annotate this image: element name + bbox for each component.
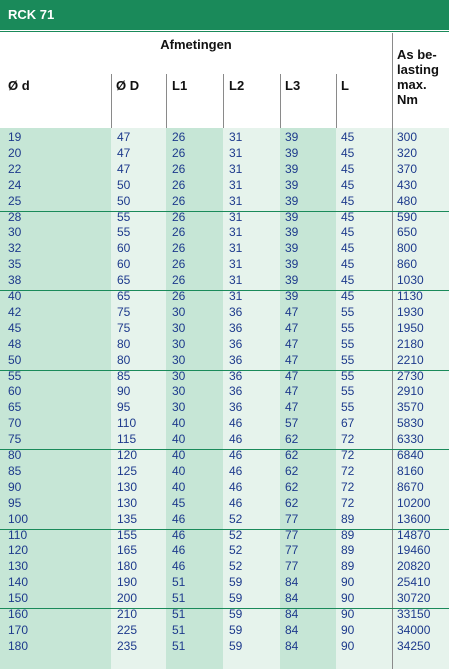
table-cell: 39 <box>285 177 299 192</box>
table-cell: 8670 <box>397 479 424 494</box>
table-cell: 95 <box>8 495 22 510</box>
table-cell: 47 <box>285 336 299 351</box>
table-cell: 31 <box>229 257 243 272</box>
table-cell: 65 <box>117 273 131 288</box>
table-cell: 30 <box>172 336 186 351</box>
as-header-line: Nm <box>397 92 418 107</box>
table-cell: 51 <box>172 638 186 653</box>
table-cell: 75 <box>8 432 22 447</box>
table-cell: 40 <box>172 463 186 478</box>
table-cell: 46 <box>229 416 243 431</box>
column-divider <box>166 74 167 128</box>
table-cell: 6840 <box>397 448 424 462</box>
table-cell: 47 <box>285 384 299 399</box>
table-cell: 26 <box>172 241 186 256</box>
table-cell: 90 <box>341 607 355 621</box>
table-cell: 33150 <box>397 607 431 621</box>
table-cell: 46 <box>172 559 186 574</box>
table-cell: 36 <box>229 400 243 415</box>
as-header-line: max. <box>397 77 427 92</box>
table-cell: 430 <box>397 177 418 192</box>
row-group-separator <box>0 449 449 450</box>
table-cell: 89 <box>341 543 355 558</box>
table-cell: 35 <box>8 257 22 272</box>
table-cell: 38 <box>8 273 22 288</box>
table-cell: 46 <box>229 432 243 447</box>
table-cell: 45 <box>341 193 355 208</box>
table-cell: 36 <box>229 384 243 399</box>
table-cell: 62 <box>285 479 299 494</box>
table-cell: 89 <box>341 527 355 542</box>
table-cell: 130 <box>117 479 138 494</box>
table-cell: 170 <box>8 622 29 637</box>
table-cell: 46 <box>229 495 243 510</box>
table-cell: 31 <box>229 161 243 176</box>
table-cell: 47 <box>285 320 299 335</box>
table-cell: 65 <box>8 400 22 415</box>
col-header-d: Ø d <box>8 78 30 93</box>
table-cell: 19460 <box>397 543 431 558</box>
table-cell: 50 <box>117 193 131 208</box>
group-header-afmetingen: Afmetingen <box>160 37 232 52</box>
table-cell: 860 <box>397 257 418 272</box>
table-cell: 590 <box>397 209 418 224</box>
col-header-L: L <box>341 78 349 93</box>
table-cell: 45 <box>341 273 355 288</box>
table-cell: 45 <box>341 145 355 160</box>
table-cell: 36 <box>229 336 243 351</box>
table-cell: 40 <box>172 479 186 494</box>
table-cell: 55 <box>341 352 355 367</box>
table-cell: 72 <box>341 432 355 447</box>
table-cell: 45 <box>341 209 355 224</box>
table-cell: 30 <box>172 384 186 399</box>
table-cell: 75 <box>117 304 131 319</box>
row-group-separator <box>0 290 449 291</box>
table-cell: 26 <box>172 289 186 303</box>
table-cell: 30 <box>172 320 186 335</box>
table-cell: 480 <box>397 193 418 208</box>
col-header-L1: L1 <box>172 78 188 93</box>
col-header-L3: L3 <box>285 78 301 93</box>
table-cell: 45 <box>341 241 355 256</box>
table-cell: 48 <box>8 336 22 351</box>
table-title: RCK 71 <box>0 0 449 30</box>
table-cell: 62 <box>285 495 299 510</box>
table-cell: 2730 <box>397 368 424 383</box>
table-cell: 31 <box>229 273 243 288</box>
table-cell: 32 <box>8 241 22 256</box>
table-cell: 52 <box>229 511 243 526</box>
as-header-line: lasting <box>397 62 439 77</box>
table-cell: 52 <box>229 527 243 542</box>
table-cell: 55 <box>8 368 22 383</box>
table-cell: 135 <box>117 511 138 526</box>
column-divider <box>111 74 112 128</box>
table-cell: 160 <box>8 607 29 621</box>
table-cell: 95 <box>117 400 131 415</box>
table-cell: 90 <box>117 384 131 399</box>
table-cell: 40 <box>172 416 186 431</box>
row-group-separator <box>0 529 449 530</box>
table-cell: 130 <box>8 559 29 574</box>
table-cell: 55 <box>341 320 355 335</box>
table-cell: 90 <box>8 479 22 494</box>
table-cell: 165 <box>117 543 138 558</box>
table-cell: 62 <box>285 432 299 447</box>
table-cell: 10200 <box>397 495 431 510</box>
table-cell: 45 <box>172 495 186 510</box>
table-cell: 45 <box>341 225 355 240</box>
row-group-separator <box>0 370 449 371</box>
table-cell: 2910 <box>397 384 424 399</box>
col-header-D: Ø D <box>116 78 140 93</box>
table-cell: 150 <box>8 591 29 606</box>
table-cell: 55 <box>341 368 355 383</box>
table-cell: 45 <box>341 289 355 303</box>
table-cell: 47 <box>285 352 299 367</box>
table-cell: 140 <box>8 575 29 590</box>
table-cell: 51 <box>172 591 186 606</box>
table-cell: 72 <box>341 495 355 510</box>
table-cell: 20 <box>8 145 22 160</box>
table-cell: 26 <box>172 209 186 224</box>
table-cell: 45 <box>8 320 22 335</box>
table-cell: 30 <box>172 304 186 319</box>
table-cell: 1950 <box>397 320 424 335</box>
table-cell: 39 <box>285 193 299 208</box>
column-divider <box>223 74 224 128</box>
table-cell: 39 <box>285 273 299 288</box>
table-cell: 26 <box>172 130 186 144</box>
table-cell: 77 <box>285 527 299 542</box>
table-cell: 8160 <box>397 463 424 478</box>
table-cell: 51 <box>172 607 186 621</box>
column-divider <box>392 33 393 669</box>
table-cell: 57 <box>285 416 299 431</box>
table-cell: 190 <box>117 575 138 590</box>
table-cell: 84 <box>285 575 299 590</box>
table-cell: 130 <box>117 495 138 510</box>
table-cell: 39 <box>285 241 299 256</box>
table-cell: 55 <box>341 336 355 351</box>
table-cell: 30 <box>172 400 186 415</box>
table-cell: 13600 <box>397 511 431 526</box>
table-cell: 59 <box>229 575 243 590</box>
table-cell: 31 <box>229 177 243 192</box>
table-cell: 26 <box>172 225 186 240</box>
table-cell: 180 <box>117 559 138 574</box>
table-cell: 55 <box>341 400 355 415</box>
table-cell: 47 <box>117 130 131 144</box>
table-cell: 30 <box>172 368 186 383</box>
column-divider <box>336 74 337 128</box>
table-cell: 84 <box>285 622 299 637</box>
table-cell: 59 <box>229 638 243 653</box>
table-cell: 26 <box>172 257 186 272</box>
table-cell: 115 <box>117 432 137 447</box>
table-cell: 39 <box>285 225 299 240</box>
table-cell: 47 <box>285 400 299 415</box>
table-cell: 46 <box>172 543 186 558</box>
col-header-as-belasting <box>397 47 449 107</box>
table-cell: 52 <box>229 543 243 558</box>
table-cell: 46 <box>172 511 186 526</box>
table-cell: 46 <box>229 448 243 462</box>
table-cell: 36 <box>229 352 243 367</box>
table-cell: 100 <box>8 511 29 526</box>
table-cell: 5830 <box>397 416 424 431</box>
table-cell: 50 <box>8 352 22 367</box>
table-cell: 34250 <box>397 638 431 653</box>
table-cell: 62 <box>285 448 299 462</box>
table-cell: 77 <box>285 511 299 526</box>
table-cell: 31 <box>229 130 243 144</box>
table-cell: 80 <box>8 448 22 462</box>
table-cell: 24 <box>8 177 22 192</box>
table-cell: 70 <box>8 416 22 431</box>
table-cell: 90 <box>341 575 355 590</box>
table-cell: 36 <box>229 320 243 335</box>
table-cell: 46 <box>229 479 243 494</box>
table-cell: 39 <box>285 161 299 176</box>
table-cell: 30720 <box>397 591 431 606</box>
table-cell: 90 <box>341 622 355 637</box>
table-header <box>0 31 449 127</box>
table-cell: 31 <box>229 145 243 160</box>
table-cell: 89 <box>341 559 355 574</box>
table-cell: 84 <box>285 591 299 606</box>
table-cell: 72 <box>341 463 355 478</box>
table-cell: 31 <box>229 193 243 208</box>
col-header-L2: L2 <box>229 78 245 93</box>
table-cell: 84 <box>285 607 299 621</box>
table-cell: 50 <box>117 177 131 192</box>
table-cell: 55 <box>341 304 355 319</box>
table-cell: 155 <box>117 527 138 542</box>
table-cell: 235 <box>117 638 138 653</box>
table-cell: 200 <box>117 591 138 606</box>
table-cell: 77 <box>285 559 299 574</box>
table-cell: 2210 <box>397 352 424 367</box>
table-cell: 75 <box>117 320 131 335</box>
table-cell: 6330 <box>397 432 424 447</box>
table-cell: 39 <box>285 145 299 160</box>
table-cell: 40 <box>172 448 186 462</box>
table-cell: 31 <box>229 209 243 224</box>
table-cell: 370 <box>397 161 418 176</box>
table-cell: 45 <box>341 177 355 192</box>
table-cell: 59 <box>229 607 243 621</box>
table-cell: 40 <box>172 432 186 447</box>
table-cell: 60 <box>8 384 22 399</box>
table-cell: 210 <box>117 607 138 621</box>
table-cell: 39 <box>285 257 299 272</box>
table-cell: 45 <box>341 130 355 144</box>
table-cell: 320 <box>397 145 418 160</box>
table-cell: 80 <box>117 336 131 351</box>
table-cell: 67 <box>341 416 355 431</box>
table-cell: 25 <box>8 193 22 208</box>
table-cell: 28 <box>8 209 22 224</box>
table-cell: 46 <box>172 527 186 542</box>
table-cell: 300 <box>397 130 418 144</box>
column-divider <box>280 74 281 128</box>
table-cell: 47 <box>285 368 299 383</box>
row-group-separator <box>0 608 449 609</box>
table-cell: 1930 <box>397 304 424 319</box>
table-cell: 26 <box>172 193 186 208</box>
table-cell: 47 <box>117 161 131 176</box>
table-cell: 25410 <box>397 575 431 590</box>
table-cell: 55 <box>117 209 131 224</box>
table-cell: 34000 <box>397 622 431 637</box>
table-cell: 72 <box>341 479 355 494</box>
table-cell: 120 <box>117 448 138 462</box>
as-header-line: As be- <box>397 47 437 62</box>
table-cell: 72 <box>341 448 355 462</box>
table-cell: 89 <box>341 511 355 526</box>
table-cell: 650 <box>397 225 418 240</box>
table-cell: 60 <box>117 241 131 256</box>
table-cell: 26 <box>172 161 186 176</box>
table-cell: 65 <box>117 289 131 303</box>
table-cell: 31 <box>229 225 243 240</box>
table-cell: 45 <box>341 257 355 272</box>
table-cell: 14870 <box>397 527 431 542</box>
table-cell: 22 <box>8 161 22 176</box>
table-cell: 31 <box>229 241 243 256</box>
table-cell: 59 <box>229 591 243 606</box>
table-cell: 45 <box>341 161 355 176</box>
table-cell: 31 <box>229 289 243 303</box>
table-cell: 125 <box>117 463 138 478</box>
table-cell: 30 <box>172 352 186 367</box>
table-cell: 85 <box>8 463 22 478</box>
table-cell: 39 <box>285 130 299 144</box>
table-cell: 52 <box>229 559 243 574</box>
table-cell: 84 <box>285 638 299 653</box>
table-cell: 47 <box>285 304 299 319</box>
table-cell: 19 <box>8 130 22 144</box>
table-cell: 39 <box>285 209 299 224</box>
table-cell: 120 <box>8 543 29 558</box>
table-cell: 40 <box>8 289 22 303</box>
table-cell: 20820 <box>397 559 431 574</box>
table-cell: 36 <box>229 304 243 319</box>
table-cell: 77 <box>285 543 299 558</box>
table-cell: 225 <box>117 622 138 637</box>
table-cell: 110 <box>8 527 28 542</box>
table-cell: 36 <box>229 368 243 383</box>
table-cell: 30 <box>8 225 22 240</box>
table-cell: 85 <box>117 368 131 383</box>
table-cell: 62 <box>285 463 299 478</box>
table-cell: 39 <box>285 289 299 303</box>
table-cell: 800 <box>397 241 418 256</box>
table-cell: 60 <box>117 257 131 272</box>
table-cell: 90 <box>341 638 355 653</box>
table-cell: 55 <box>117 225 131 240</box>
table-cell: 3570 <box>397 400 424 415</box>
row-group-separator <box>0 211 449 212</box>
table-cell: 59 <box>229 622 243 637</box>
table-cell: 51 <box>172 575 186 590</box>
table-cell: 47 <box>117 145 131 160</box>
table-cell: 1130 <box>397 289 423 303</box>
table-cell: 180 <box>8 638 29 653</box>
table-cell: 110 <box>117 416 137 431</box>
table-cell: 51 <box>172 622 186 637</box>
table-cell: 55 <box>341 384 355 399</box>
table-cell: 42 <box>8 304 22 319</box>
table-cell: 26 <box>172 145 186 160</box>
table-cell: 26 <box>172 177 186 192</box>
table-cell: 90 <box>341 591 355 606</box>
table-cell: 2180 <box>397 336 424 351</box>
table-cell: 1030 <box>397 273 424 288</box>
table-cell: 80 <box>117 352 131 367</box>
table-cell: 26 <box>172 273 186 288</box>
table-cell: 46 <box>229 463 243 478</box>
